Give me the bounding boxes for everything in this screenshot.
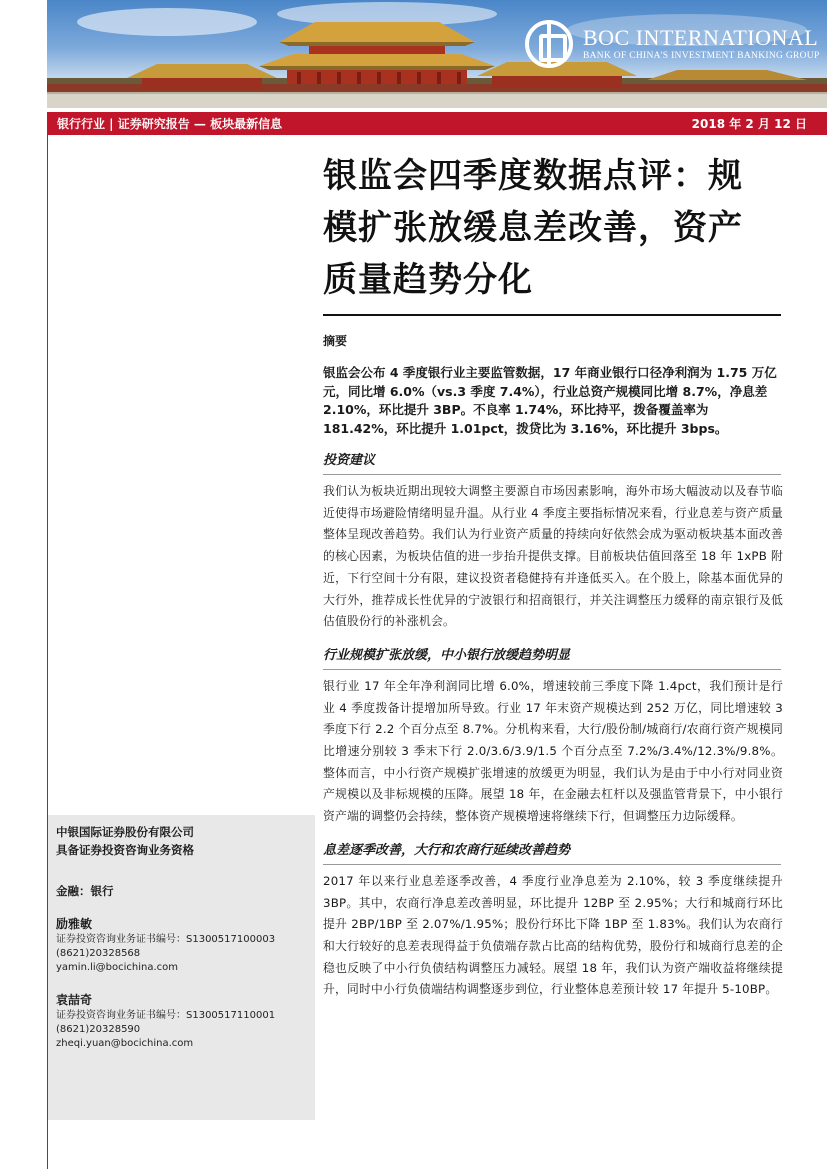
- section-heading-scale: 行业规模扩张放缓，中小银行放缓趋势明显: [323, 647, 571, 663]
- report-title: [323, 150, 783, 306]
- report-category: 银行行业 | 证券研究报告 — 板块最新信息: [57, 117, 283, 131]
- section-body-scale: 银行业 17 年全年净利润同比增 6.0%，增速较前三季度下降 1.4pct，我们预计是行业 4 季度拨备计提增加所导致。行业 17 年末资产规模达到 252 万亿，同比增速较 3 季度下行 2.2 个百分点至 8.7%。分机构来看，大行/股份制/城商行/农商行资产规模同比增速分别较 3 季末下行 2.0/3.6/3.9/1.5 个百分点至 7.2%/3.4%/12.3%/9.8%。整体而言，中小行资产规模扩张增速的放缓更为明显，我们认为是由于中小行对同业资产规模以及非标规模的压降。展望 18 年，在金融去杠杆以及强监管背景下，中小银行资产端的调整仍会持续，整体资产规模增速将继续下行，但调整压力边际缓释。: [323, 678, 783, 824]
- abstract-label: 摘要: [323, 334, 348, 348]
- section-divider: [323, 669, 781, 670]
- section-body-margin: 2017 年以来行业息差逐季改善，4 季度行业净息差为 2.10%，较 3 季度继续提升 3BP。其中，农商行净息差改善明显，环比提升 12BP 至 2.95%；大行和城商行环比提升 2BP/1BP 至 2.07%/1.95%；股份行环比下降 1BP 至 1.83%。我们认为农商行和大行较好的息差表现得益于负债端存款占比高的结构优势，股份行和城商行息差的企稳也反映了中小行负债结构调整压力减轻。展望 18 年，我们认为资产端收益将继续提升，同时中小行负债端结构调整逐步到位，行业整体息差预计较 17 年提升 5-10BP。: [323, 873, 783, 997]
- boc-emblem-icon: [525, 20, 573, 68]
- title-line: 模扩张放缓息差改善，资产: [323, 208, 743, 248]
- report-date: 2018 年 2 月 12 日: [691, 117, 807, 131]
- sector-label: 金融：银行: [56, 884, 114, 898]
- section-divider: [323, 864, 781, 865]
- section-heading-margin: 息差逐季改善，大行和农商行延续改善趋势: [323, 842, 571, 858]
- title-divider: [323, 314, 781, 316]
- analyst-phone: (8621)20328590: [56, 1024, 141, 1035]
- analyst-name: 励雅敏: [56, 917, 93, 931]
- analyst-license: 证券投资咨询业务证书编号：S1300517110001: [56, 1010, 276, 1021]
- section-body-investment: 我们认为板块近期出现较大调整主要源自市场因素影响，海外市场大幅波动以及春节临近使得市场避险情绪明显升温。从行业 4 季度主要指标情况来看，行业息差与资产质量整体呈现改善趋势。我们认为行业资产质量的持续向好依然会成为驱动板块基本面改善的核心因素，为板块估值的进一步抬升提供支撑。目前板块估值回落至 18 年 1xPB 附近，下行空间十分有限，建议投资者稳健持有并逢低买入。在个股上，除基本面优异的大行外，推荐成长性优异的宁波银行和招商银行，并关注调整压力缓释的南京银行及低估值股份行的补涨机会。: [323, 484, 783, 629]
- analyst-sidebar: [48, 815, 315, 1120]
- report-body: [323, 150, 783, 1001]
- analyst-license: 证券投资咨询业务证书编号：S1300517100003: [56, 934, 276, 945]
- brand-tagline: BANK OF CHINA'S INVESTMENT BANKING GROUP: [583, 51, 820, 61]
- boc-logo: [525, 20, 820, 68]
- brand-name: BOC INTERNATIONAL: [583, 25, 819, 50]
- report-category-bar: [47, 112, 827, 135]
- company-name: 中银国际证券股份有限公司: [56, 825, 194, 839]
- analyst-email[interactable]: zheqi.yuan@bocichina.com: [56, 1038, 194, 1049]
- analyst-name: 袁喆奇: [56, 993, 93, 1007]
- title-line: 银监会四季度数据点评：规: [323, 156, 743, 196]
- abstract-summary: 银监会公布 4 季度银行业主要监管数据，17 年商业银行口径净利润为 1.75 万亿元，同比增 6.0%（vs.3 季度 7.4%），行业总资产规模同比增 8.7%，净息差 2.10%，环比提升 3BP。不良率 1.74%，环比持平，拨备覆盖率为 181.42%，环比提升 1.01pct，拨贷比为 3.16%，环比提升 3bps。: [323, 365, 777, 436]
- analyst-card: [56, 915, 307, 975]
- header-banner: [47, 0, 827, 108]
- section-heading-investment: 投资建议: [323, 453, 376, 468]
- title-line: 质量趋势分化: [323, 260, 533, 300]
- analyst-card: [56, 991, 307, 1051]
- section-divider: [323, 474, 781, 475]
- analyst-phone: (8621)20328568: [56, 948, 141, 959]
- analyst-email[interactable]: yamin.li@bocichina.com: [56, 962, 178, 973]
- company-qualification: 具备证券投资咨询业务资格: [56, 843, 194, 857]
